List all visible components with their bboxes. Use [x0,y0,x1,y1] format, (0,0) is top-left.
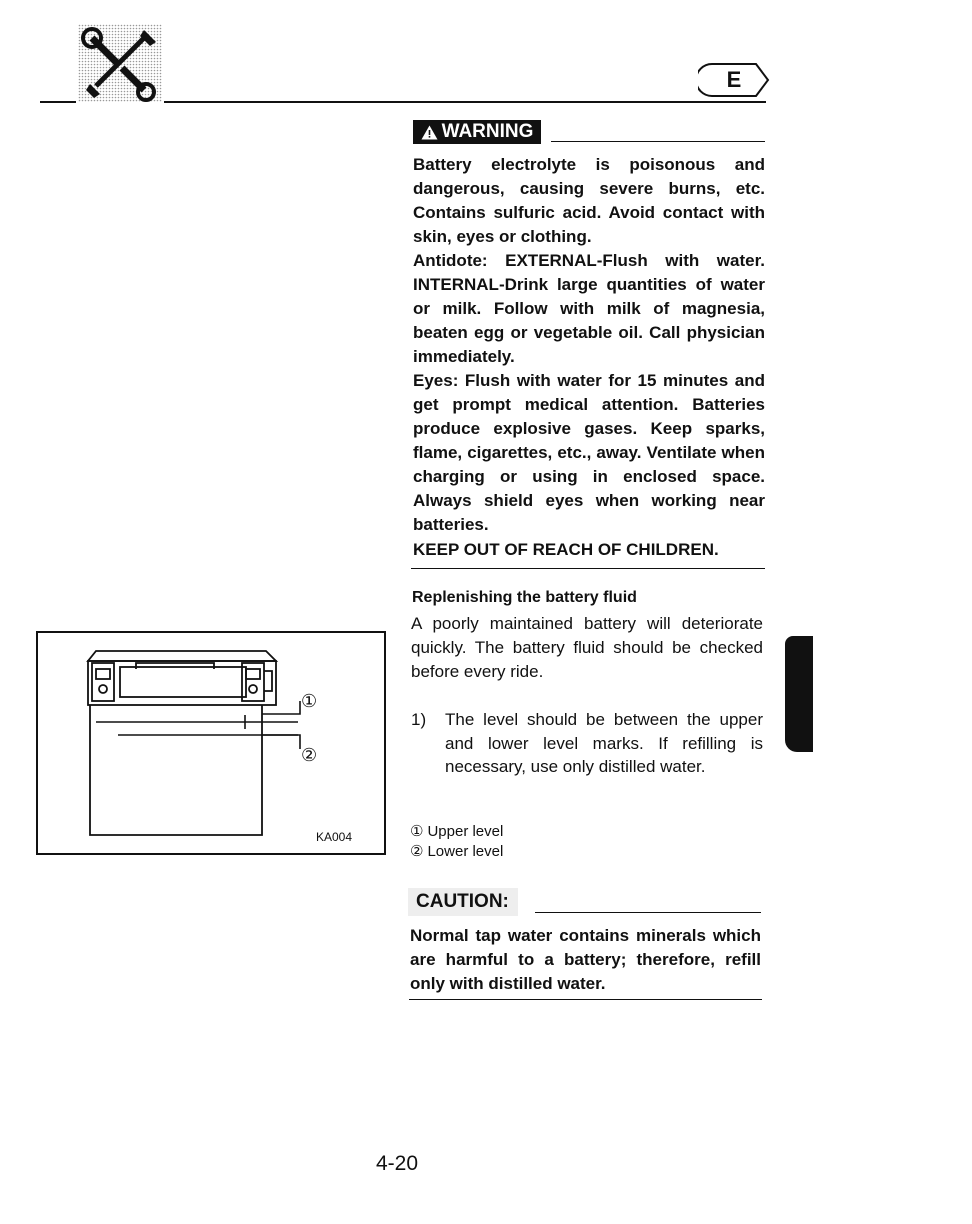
legend-marker: ① [410,823,424,840]
header-rule-left [40,101,76,103]
legend-marker: ② [410,843,424,860]
callout-lower: ② [301,745,318,765]
warning-rule [551,141,765,142]
caution-text: Normal tap water contains minerals which are harmful to a battery; therefore, refill only with distilled water. [410,926,761,993]
caution-end-rule [409,999,762,1000]
caution-label: CAUTION: [408,888,518,916]
battery-illustration [36,631,386,855]
wrench-screwdriver-icon [78,24,162,102]
warning-triangle-icon [421,125,438,140]
warning-paragraph: Antidote: EXTERNAL-Flush with water. INTERNAL-Drink large quantities of water or milk. Follow with milk of magnesia, beaten egg or vegetable oil. Call physician immediately. [413,251,765,366]
section-title: Replenishing the battery fluid [412,589,637,606]
warning-paragraph: Eyes: Flush with water for 15 minutes and get prompt medical attention. Batteries produce explosive gases. Keep sparks, flame, cigarettes, etc., away. Ventilate when charging or using in enclosed space. Always shield eyes when working near batteries. [413,371,765,534]
step-text: The level should be between the upper and lower level marks. If refilling is necessary, use only distilled water. [445,710,763,776]
callout-upper: ① [301,691,318,711]
warning-label [413,120,541,144]
header-rule [164,101,766,103]
chapter-tab [785,636,813,752]
language-badge: E [726,67,742,92]
warning-paragraph: Battery electrolyte is poisonous and dangerous, causing severe burns, etc. Contains sulfuric acid. Avoid contact with skin, eyes or clothing. [413,155,765,246]
page-number: 4-20 [376,1152,419,1175]
legend-label: Lower level [427,843,504,860]
legend-label: Upper level [427,823,504,840]
section-intro: A poorly maintained battery will deteriorate quickly. The battery fluid should be checked before every ride. [411,614,763,681]
figure-code: KA004 [316,830,353,844]
warning-label-text: WARNING [441,121,534,142]
warning-paragraph: KEEP OUT OF REACH OF CHILDREN. [413,540,719,559]
legend-item [410,842,503,862]
step-number: 1) [411,710,427,729]
legend-item [410,822,503,842]
caution-rule [535,912,761,913]
warning-end-rule [411,568,765,569]
